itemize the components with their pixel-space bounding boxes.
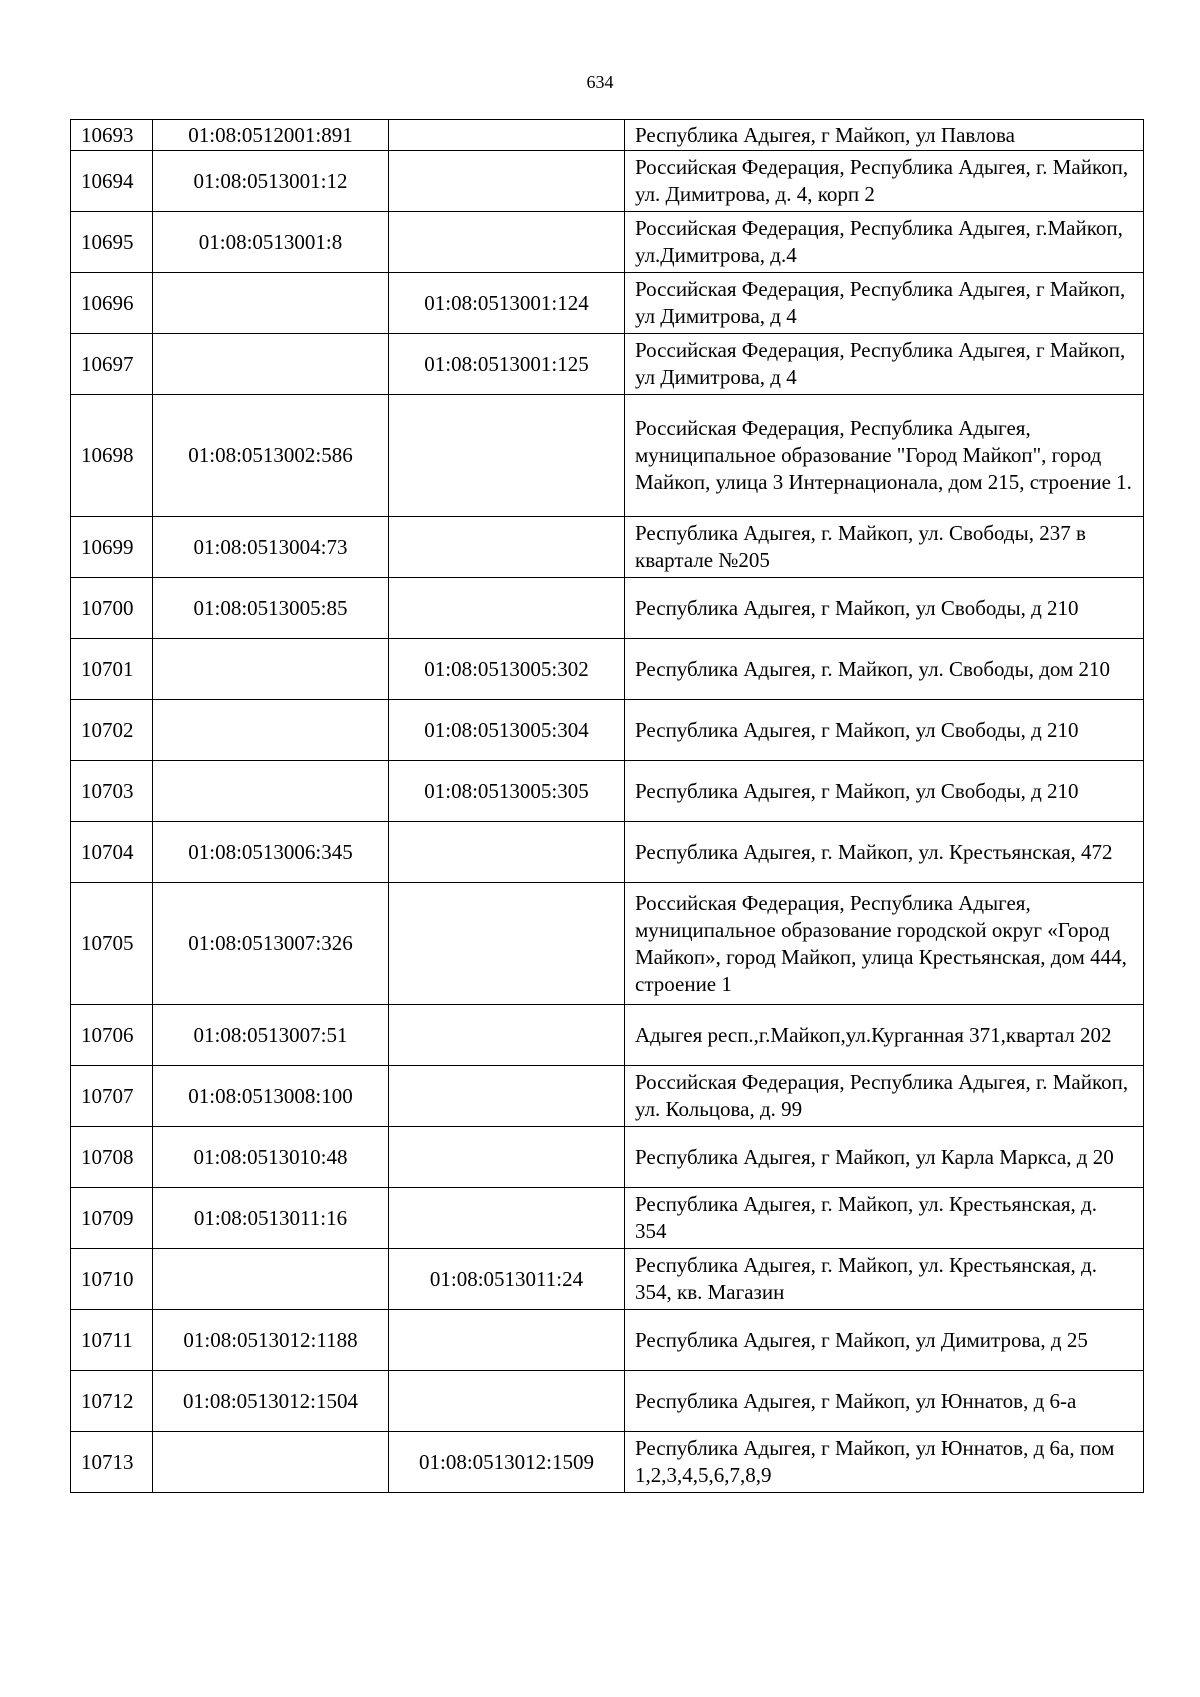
related-cadastral-number <box>389 517 625 578</box>
cadastral-number: 01:08:0513001:8 <box>153 212 389 273</box>
row-number: 10711 <box>71 1310 153 1371</box>
row-number: 10700 <box>71 578 153 639</box>
table-row <box>71 883 1144 1005</box>
cadastral-number <box>153 1249 389 1310</box>
row-number: 10713 <box>71 1432 153 1493</box>
related-cadastral-number <box>389 120 625 151</box>
related-cadastral-number <box>389 883 625 1005</box>
related-cadastral-number: 01:08:0513001:125 <box>389 334 625 395</box>
row-number: 10697 <box>71 334 153 395</box>
cadastral-number <box>153 1432 389 1493</box>
row-number: 10693 <box>71 120 153 151</box>
table-row <box>71 1249 1144 1310</box>
cadastral-number: 01:08:0513004:73 <box>153 517 389 578</box>
address: Республика Адыгея, г Майкоп, ул Юннатов, д 6-а <box>625 1371 1144 1432</box>
row-number: 10705 <box>71 883 153 1005</box>
table-row <box>71 212 1144 273</box>
row-number: 10694 <box>71 151 153 212</box>
row-number: 10703 <box>71 761 153 822</box>
related-cadastral-number <box>389 1127 625 1188</box>
related-cadastral-number <box>389 1066 625 1127</box>
table-row <box>71 578 1144 639</box>
row-number: 10696 <box>71 273 153 334</box>
table-row <box>71 761 1144 822</box>
address: Республика Адыгея, г Майкоп, ул Свободы, д 210 <box>625 761 1144 822</box>
table-row <box>71 822 1144 883</box>
table-row <box>71 639 1144 700</box>
address: Республика Адыгея, г Майкоп, ул Павлова <box>625 120 1144 151</box>
related-cadastral-number <box>389 151 625 212</box>
table-row <box>71 1188 1144 1249</box>
table-row <box>71 1005 1144 1066</box>
related-cadastral-number <box>389 212 625 273</box>
address: Адыгея респ.,г.Майкоп,ул.Курганная 371,квартал 202 <box>625 1005 1144 1066</box>
row-number: 10712 <box>71 1371 153 1432</box>
cadastral-number: 01:08:0513001:12 <box>153 151 389 212</box>
related-cadastral-number: 01:08:0513005:305 <box>389 761 625 822</box>
related-cadastral-number <box>389 395 625 517</box>
table-row <box>71 1310 1144 1371</box>
table-row <box>71 1127 1144 1188</box>
row-number: 10710 <box>71 1249 153 1310</box>
cadastral-number: 01:08:0513005:85 <box>153 578 389 639</box>
cadastral-number: 01:08:0513007:326 <box>153 883 389 1005</box>
related-cadastral-number <box>389 1371 625 1432</box>
cadastral-number: 01:08:0513006:345 <box>153 822 389 883</box>
address: Российская Федерация, Республика Адыгея, г. Майкоп, ул. Кольцова, д. 99 <box>625 1066 1144 1127</box>
address: Российская Федерация, Республика Адыгея, г. Майкоп, ул. Димитрова, д. 4, корп 2 <box>625 151 1144 212</box>
cadastral-number <box>153 700 389 761</box>
cadastral-number <box>153 639 389 700</box>
registry-body <box>71 120 1144 1493</box>
address: Республика Адыгея, г. Майкоп, ул. Свободы, дом 210 <box>625 639 1144 700</box>
table-row <box>71 120 1144 151</box>
table-row <box>71 517 1144 578</box>
address: Республика Адыгея, г Майкоп, ул Карла Маркса, д 20 <box>625 1127 1144 1188</box>
table-row <box>71 1432 1144 1493</box>
row-number: 10702 <box>71 700 153 761</box>
related-cadastral-number: 01:08:0513012:1509 <box>389 1432 625 1493</box>
related-cadastral-number <box>389 822 625 883</box>
address: Республика Адыгея, г. Майкоп, ул. Крестьянская, д. 354, кв. Магазин <box>625 1249 1144 1310</box>
address: Российская Федерация, Республика Адыгея, муниципальное образование городской округ «Город Майкоп», город Майкоп, улица Крестьянская, дом 444, строение 1 <box>625 883 1144 1005</box>
address: Республика Адыгея, г Майкоп, ул Свободы, д 210 <box>625 578 1144 639</box>
table-row <box>71 700 1144 761</box>
address: Российская Федерация, Республика Адыгея, муниципальное образование "Город Майкоп", город Майкоп, улица 3 Интернационала, дом 215, строение 1. <box>625 395 1144 517</box>
table-row <box>71 334 1144 395</box>
related-cadastral-number: 01:08:0513011:24 <box>389 1249 625 1310</box>
address: Республика Адыгея, г Майкоп, ул Юннатов, д 6а, пом 1,2,3,4,5,6,7,8,9 <box>625 1432 1144 1493</box>
related-cadastral-number <box>389 578 625 639</box>
table-row <box>71 1066 1144 1127</box>
row-number: 10698 <box>71 395 153 517</box>
related-cadastral-number: 01:08:0513001:124 <box>389 273 625 334</box>
cadastral-number: 01:08:0512001:891 <box>153 120 389 151</box>
address: Российская Федерация, Республика Адыгея, г Майкоп, ул Димитрова, д 4 <box>625 334 1144 395</box>
cadastral-number: 01:08:0513012:1504 <box>153 1371 389 1432</box>
row-number: 10701 <box>71 639 153 700</box>
table-row <box>71 1371 1144 1432</box>
row-number: 10695 <box>71 212 153 273</box>
row-number: 10709 <box>71 1188 153 1249</box>
registry-table <box>70 119 1144 1493</box>
address: Республика Адыгея, г. Майкоп, ул. Крестьянская, д. 354 <box>625 1188 1144 1249</box>
row-number: 10706 <box>71 1005 153 1066</box>
cadastral-number: 01:08:0513007:51 <box>153 1005 389 1066</box>
address: Республика Адыгея, г Майкоп, ул Свободы, д 210 <box>625 700 1144 761</box>
cadastral-number: 01:08:0513012:1188 <box>153 1310 389 1371</box>
cadastral-number <box>153 334 389 395</box>
address: Республика Адыгея, г. Майкоп, ул. Свободы, 237 в квартале №205 <box>625 517 1144 578</box>
row-number: 10704 <box>71 822 153 883</box>
cadastral-number <box>153 273 389 334</box>
cadastral-number: 01:08:0513011:16 <box>153 1188 389 1249</box>
cadastral-number: 01:08:0513008:100 <box>153 1066 389 1127</box>
row-number: 10708 <box>71 1127 153 1188</box>
related-cadastral-number: 01:08:0513005:304 <box>389 700 625 761</box>
row-number: 10699 <box>71 517 153 578</box>
related-cadastral-number: 01:08:0513005:302 <box>389 639 625 700</box>
cadastral-number <box>153 761 389 822</box>
row-number: 10707 <box>71 1066 153 1127</box>
table-row <box>71 151 1144 212</box>
related-cadastral-number <box>389 1005 625 1066</box>
related-cadastral-number <box>389 1188 625 1249</box>
address: Республика Адыгея, г. Майкоп, ул. Крестьянская, 472 <box>625 822 1144 883</box>
related-cadastral-number <box>389 1310 625 1371</box>
address: Российская Федерация, Республика Адыгея, г.Майкоп, ул.Димитрова, д.4 <box>625 212 1144 273</box>
cadastral-number: 01:08:0513010:48 <box>153 1127 389 1188</box>
table-row <box>71 395 1144 517</box>
address: Республика Адыгея, г Майкоп, ул Димитрова, д 25 <box>625 1310 1144 1371</box>
address: Российская Федерация, Республика Адыгея, г Майкоп, ул Димитрова, д 4 <box>625 273 1144 334</box>
cadastral-number: 01:08:0513002:586 <box>153 395 389 517</box>
page-number: 634 <box>586 72 614 92</box>
table-row <box>71 273 1144 334</box>
